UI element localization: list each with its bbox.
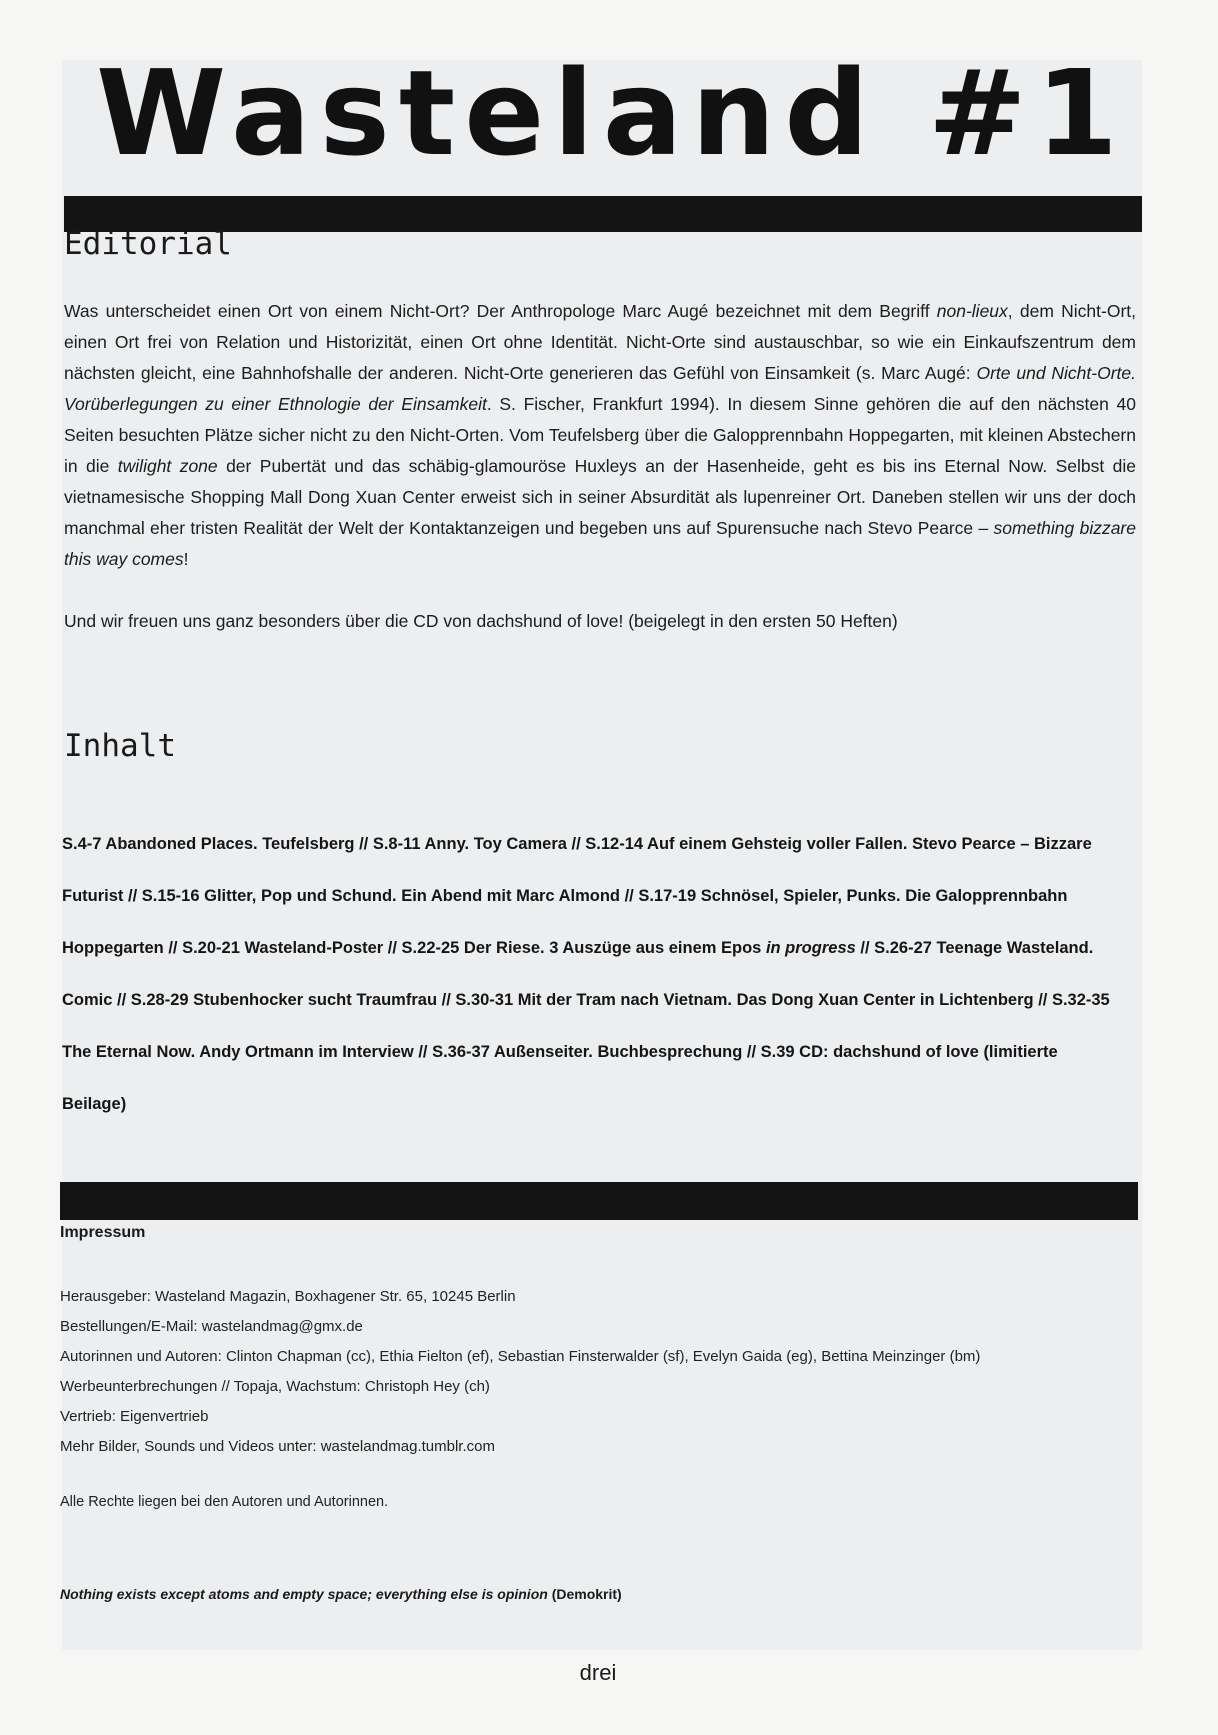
inhalt-heading: Inhalt <box>64 728 176 764</box>
closing-quote <box>60 1586 622 1602</box>
impressum-line-authors: Autorinnen und Autoren: Clinton Chapman (cc), Ethia Fielton (ef), Sebastian Finsterwalder (sf), Evelyn Gaida (eg), Bettina Meinzinger (bm) <box>60 1348 981 1365</box>
impressum-divider-bar <box>60 1182 1138 1220</box>
impressum-line-website: Mehr Bilder, Sounds und Videos unter: wastelandmag.tumblr.com <box>60 1438 495 1455</box>
editorial-segment: . S. Fischer, Frankfurt 1994). In diesem Sinne gehören die auf den nächsten 40 Seiten besuchten Plätze sicher nicht zu den Nicht-Orten. Vom Teufelsberg über die Galopprennbahn Hoppegarten, mit kleinen Abstechern in die <box>64 394 1137 476</box>
impressum-line-ads: Werbeunterbrechungen // Topaja, Wachstum: Christoph Hey (ch) <box>60 1378 490 1395</box>
editorial-segment: Was unterscheidet einen Ort von einem Nicht-Ort? Der Anthropologe Marc Augé bezeichnet mit dem Begriff <box>64 301 937 321</box>
impressum-heading: Impressum <box>60 1224 146 1241</box>
inhalt-segment: S.4-7 Abandoned Places. Teufelsberg // S.8-11 Anny. Toy Camera // S.12-14 Auf einem Gehsteig voller Fallen. Stevo Pearce – Bizzare Futurist // S.15-16 Glitter, Pop und Schund. Ein Abend mit Marc Almond // S.17-19 Schnösel, Spieler, Punks. Die Galopprennbahn Hoppegarten // S.20-21 Wasteland-Poster // S.22-25 Der Riese. 3 Auszüge aus einem Epos <box>62 835 1092 957</box>
impressum-line-publisher: Herausgeber: Wasteland Magazin, Boxhagener Str. 65, 10245 Berlin <box>60 1288 516 1305</box>
editorial-segment: non-lieux <box>936 301 1008 321</box>
inhalt-segment: in progress <box>765 939 856 957</box>
rights-notice: Alle Rechte liegen bei den Autoren und Autorinnen. <box>60 1494 389 1510</box>
impressum-line-orders: Bestellungen/E-Mail: wastelandmag@gmx.de <box>60 1318 363 1335</box>
inhalt-segment: // S.26-27 Teenage Wasteland. Comic // S.28-29 Stubenhocker sucht Traumfrau // S.30-31 Mit der Tram nach Vietnam. Das Dong Xuan Center in Lichtenberg // S.32-35 The Eternal Now. Andy Ortmann im Interview // S.36-37 Außenseiter. Buchbesprechung // S.39 CD: dachshund of love (limitierte Beilage) <box>62 939 1110 1113</box>
editorial-paragraph-1 <box>64 296 1136 575</box>
editorial-paragraph-2: Und wir freuen uns ganz besonders über die CD von dachshund of love! (beigelegt in den ersten 50 Heften) <box>64 611 898 631</box>
editorial-body <box>64 296 1136 637</box>
quote-source: (Demokrit) <box>551 1586 622 1602</box>
impressum-line-distribution: Vertrieb: Eigenvertrieb <box>60 1408 209 1425</box>
editorial-segment: twilight zone <box>117 456 218 476</box>
editorial-segment: Orte und Nicht-Orte. Vorüberlegungen zu einer Ethnologie der Einsamkeit <box>64 363 1136 414</box>
editorial-segment: ! <box>183 549 189 569</box>
table-of-contents <box>62 818 1124 1130</box>
page-number: drei <box>579 1660 617 1685</box>
impressum-lines <box>60 1282 1140 1462</box>
editorial-heading: Editorial <box>64 226 232 262</box>
editorial-segment: der Pubertät und das schäbig-glamouröse Huxleys an der Hasenheide, geht es bis ins Eternal Now. Selbst die vietnamesische Shopping Mall Dong Xuan Center erweist sich in seiner Absurdität als lupenreiner Ort. Daneben stellen wir uns der doch manchmal eher tristen Realität der Welt der Kontaktanzeigen und begeben uns auf Spurensuche nach Stevo Pearce – <box>64 456 1136 538</box>
editorial-segment: , dem Nicht-Ort, einen Ort frei von Relation und Historizität, einen Ort ohne Identität. Nicht-Orte sind austauschbar, so wie ein Einkaufszentrum dem nächsten gleicht, eine Bahnhofshalle der anderen. Nicht-Orte generieren das Gefühl von Einsamkeit (s. Marc Augé: <box>64 301 1136 383</box>
magazine-title: Wasteland #1 <box>96 44 1127 182</box>
editorial-segment: something bizzare this way comes <box>64 518 1136 569</box>
quote-text: Nothing exists except atoms and empty space; everything else is opinion <box>60 1586 548 1602</box>
